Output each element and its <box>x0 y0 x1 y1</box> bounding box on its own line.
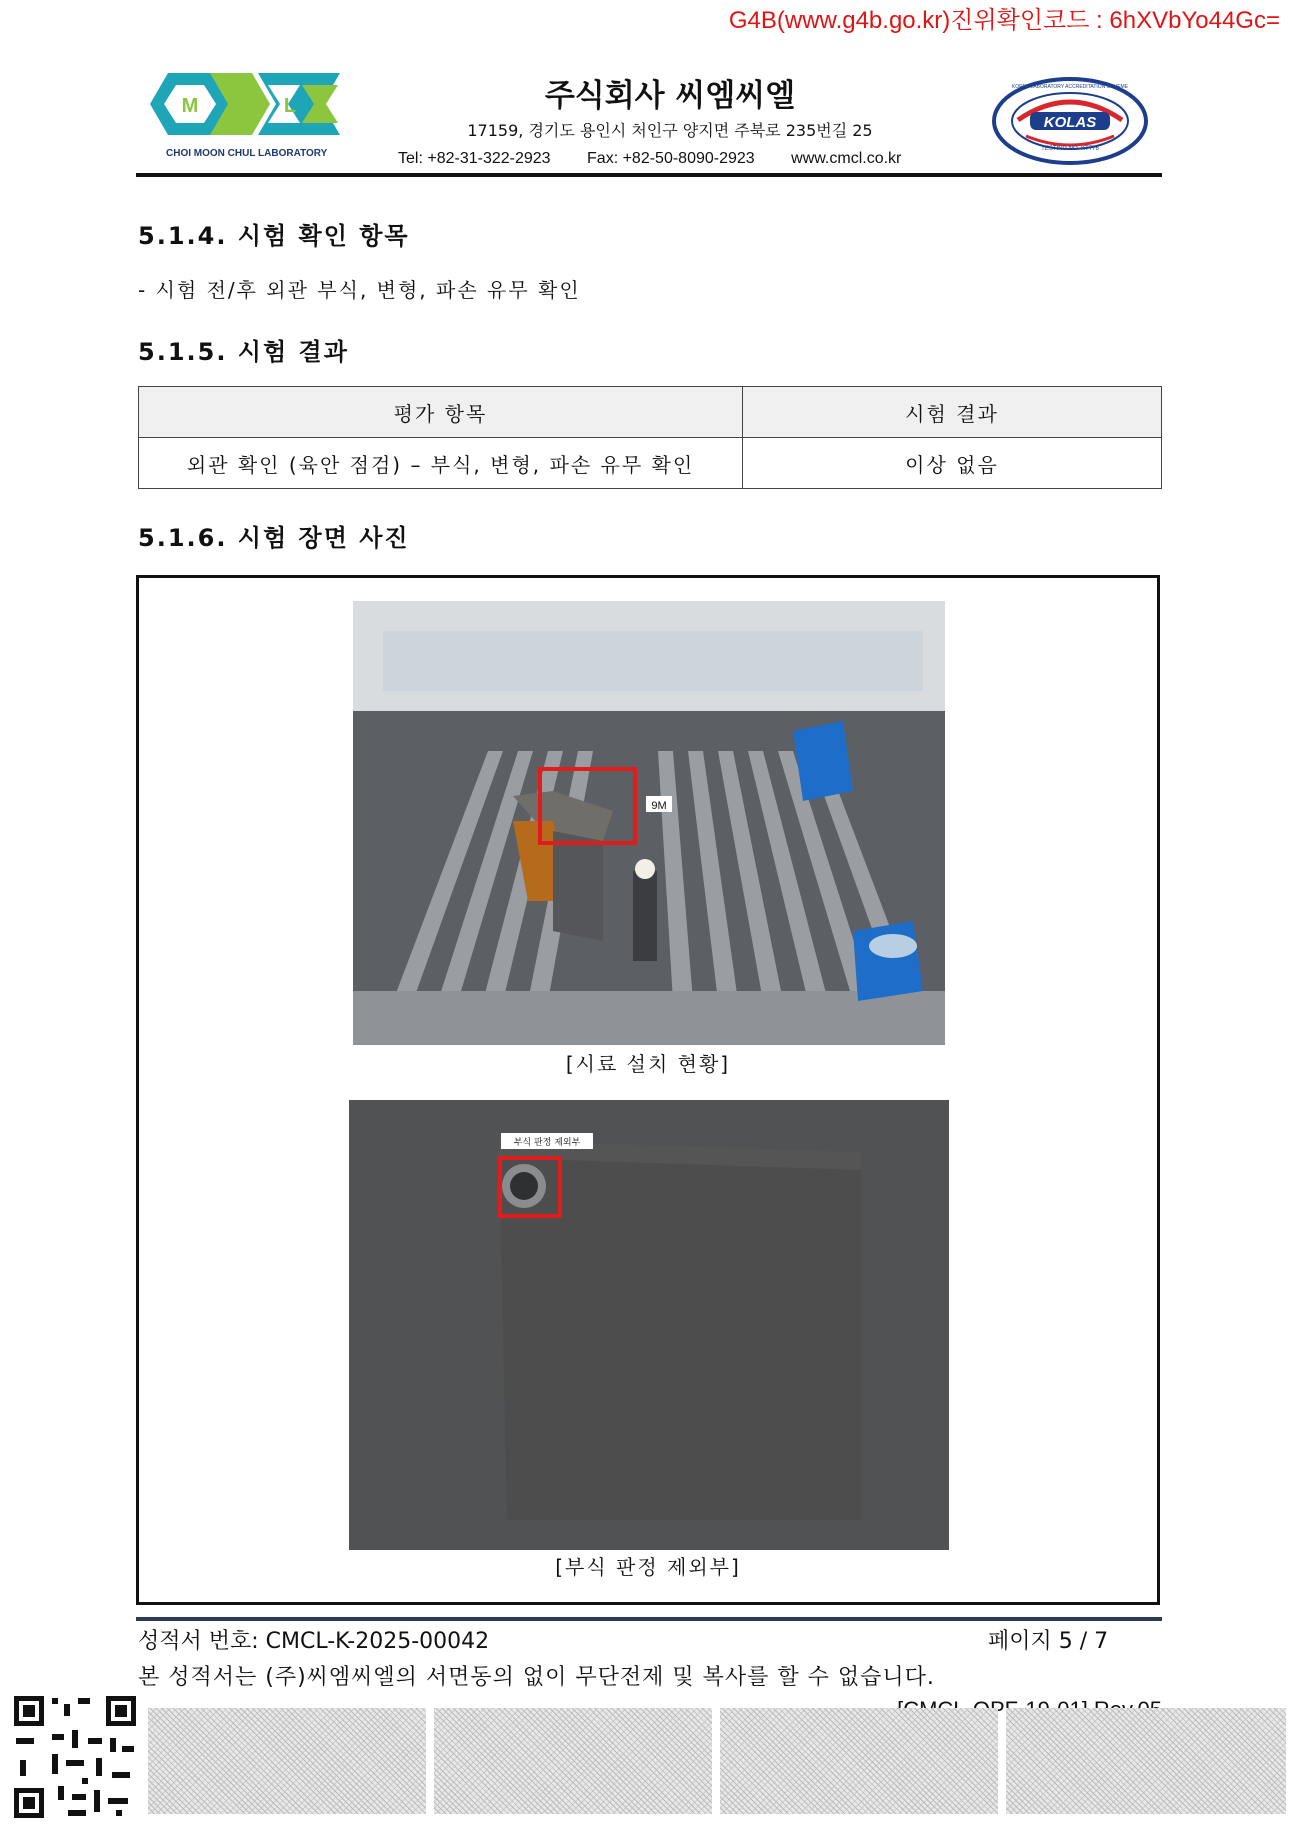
copy-notice: 본 성적서는 (주)씨엠씨엘의 서면동의 없이 무단전제 및 복사를 할 수 없습니다. <box>138 1665 935 1690</box>
svg-text:M: M <box>181 95 199 117</box>
logo-caption: CHOI MOON CHUL LABORATORY <box>166 148 328 159</box>
panel-photo <box>349 1100 949 1550</box>
contact-line <box>398 150 938 168</box>
kolas-ring-text: KOREA LABORATORY ACCREDITATION SCHEME <box>1011 84 1129 90</box>
website: www.cmcl.co.kr <box>791 150 902 167</box>
photo1-label: 9M <box>651 800 667 812</box>
cmcl-logo <box>150 68 360 168</box>
footer-rule <box>136 1617 1162 1621</box>
kolas-brand: KOLAS <box>1043 114 1097 131</box>
security-pattern <box>148 1708 426 1814</box>
security-pattern <box>434 1708 712 1814</box>
cell-test-result: 이상 없음 <box>743 438 1162 489</box>
photo1-caption: [시료 설치 현황] <box>565 1052 731 1076</box>
qr-code <box>12 1694 138 1820</box>
section-title-5-1-4: 5.1.4. 시험 확인 항목 <box>138 222 410 250</box>
section-title-5-1-5: 5.1.5. 시험 결과 <box>138 338 349 366</box>
chamber-photo <box>353 601 945 1045</box>
svg-text:L: L <box>283 95 297 117</box>
security-pattern <box>720 1708 998 1814</box>
photo-frame <box>136 575 1160 1605</box>
kolas-number: TESTING NO. KT776 <box>1041 146 1099 152</box>
header-test-result: 시험 결과 <box>743 387 1162 438</box>
kolas-seal <box>990 76 1150 166</box>
check-item-bullet: - 시험 전/후 외관 부식, 변형, 파손 유무 확인 <box>138 278 581 302</box>
cell-eval-item: 외관 확인 (육안 점검) – 부식, 변형, 파손 유무 확인 <box>139 438 743 489</box>
photo2-label: 부식 판정 제외부 <box>513 1138 581 1148</box>
report-number: 성적서 번호: CMCL-K-2025-00042 <box>138 1629 490 1654</box>
security-pattern <box>1006 1708 1286 1814</box>
table-header-row <box>139 387 1162 438</box>
result-table <box>138 386 1162 489</box>
company-address: 17159, 경기도 용인시 처인구 양지면 주북로 235번길 25 <box>467 121 873 140</box>
photo2-caption: [부식 판정 제외부] <box>555 1555 741 1579</box>
verification-code: G4B(www.g4b.go.kr)진위확인코드 : 6hXVbYo44Gc= <box>728 7 1280 34</box>
header-rule <box>136 173 1162 177</box>
table-row <box>139 438 1162 489</box>
fax: Fax: +82-50-8090-2923 <box>587 150 755 167</box>
page-number: 페이지 5 / 7 <box>988 1629 1109 1654</box>
header-eval-item: 평가 항목 <box>139 387 743 438</box>
company-name: 주식회사 씨엠씨엘 <box>544 78 796 114</box>
tel: Tel: +82-31-322-2923 <box>398 150 551 167</box>
section-title-5-1-6: 5.1.6. 시험 장면 사진 <box>138 524 410 552</box>
